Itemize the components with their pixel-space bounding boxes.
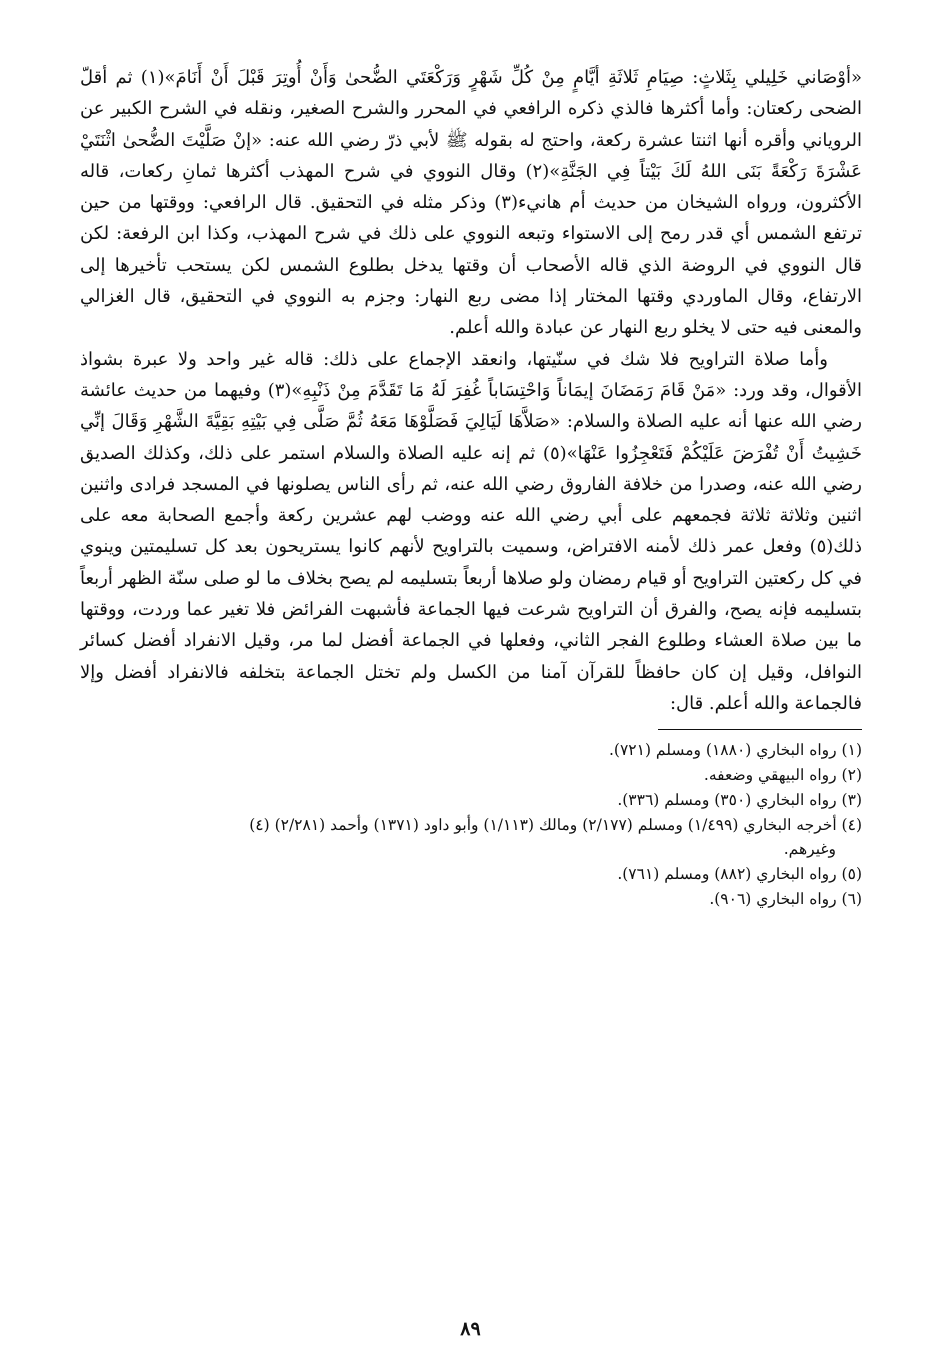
footnote-5: (٥) رواه البخاري (٨٨٢) ومسلم (٧٦١). xyxy=(617,865,862,884)
paragraph-duha: «أوْصَاني خَلِيلي بِثَلاثٍ: صِيَامِ ثَلاثَةِ أيَّامٍ مِنْ كُلِّ شَهْرٍ وَرَكْعَتَي الضُّحىٰ وَأَنْ أُوتِرَ قَبْلَ أَنْ أَنَامَ»(١) ثم أقلّ الضحى ركعتان: وأما أكثرها فالذي ذكره الرافعي في المحرر والشرح الصغير، ونقله في الشرح الكبير عن الروياني وأقره أنها اثنتا عشرة ركعة، واحتج له بقوله ﷺ لأبي ذرّ رضي الله عنه: «إنْ صَلَّيْتَ الضُّحىٰ اثْنَتَيْ عَشْرَةَ رَكْعَةً بَنَى اللهُ لَكَ بَيْتاً فِي الجَنَّةِ»(٢) وقال النووي في شرح المهذب أكثرها ثمانِ ركعات، قاله الأكثرون، ورواه الشيخان من حديث أم هانيء(٣) وذكر مثله في التحقيق. قال الرافعي: ووقتها من حين ترتفع الشمس أي قدر رمح إلى الاستواء وتبعه النووي على ذلك في شرح المهذب، وكذا ابن الرفعة: لكن قال النووي في الروضة الذي قاله الأصحاب أن وقتها يدخل بطلوع الشمس لكن يستحب تأخيرها إلى الارتفاع، وقال الماوردي وقتها المختار إذا مضى ربع النهار: وجزم به النووي في التحقيق، قال الغزالي والمعنى فيه حتى لا يخلو ربع النهار عن عبادة والله أعلم. xyxy=(80,67,863,339)
footnote-2: (٢) رواه البيهقي وضعفه. xyxy=(703,766,862,785)
footnotes xyxy=(80,738,862,912)
paragraph-tarawih: وأما صلاة التراويح فلا شك في سنّيتها، وانعقد الإجماع على ذلك: قاله غير واحد ولا عبرة بشواذ الأقوال، وقد ورد: «مَنْ قَامَ رَمَضَانَ إيمَاناً وَاحْتِسَاباً غُفِرَ لَهُ مَا تَقَدَّمَ مِنْ ذَنْبِهِ»(٣) وفيهما من حديث عائشة رضي الله عنها أنه عليه الصلاة والسلام: «صَلاَّهَا لَيَالِيَ فَصَلَّوْهَا مَعَهُ ثُمَّ صَلَّى فِي بَيْتِهِ بَقِيَّةَ الشَّهْرِ وَقَالَ إنِّي خَشِيتُ أَنْ تُفْرَضَ عَلَيْكُمْ فَتَعْجِزُوا عَنْهَا»(٥) ثم إنه عليه الصلاة والسلام استمر على ذلك، وكذلك الصديق رضي الله عنه، وصدرا من خلافة الفاروق رضي الله عنه، ثم رأى الناس يصلونها في المسجد فرادى واثنين اثنين وثلاثة ثلاثة فجمعهم على أبي رضي الله عنه ووضب لهم عشرين ركعة وأجمع الصحابة معه على ذلك(٥) وفعل عمر ذلك لأمنه الافتراض، وسميت بالتراويح لأنهم كانوا يستريحون بعد كل تسليمتين وينوي في كل ركعتين التراويح أو قيام رمضان ولو صلاها أربعاً بتسليمه لم يصح بخلاف ما لو صلى سنّة الظهر أربعاً بتسليمه فإنه يصح، والفرق أن التراويح شرعت فيها الجماعة فأشبهت الفرائض فلا تغير عما وردت، ووقتها ما بين صلاة العشاء وطلوع الفجر الثاني، وفعلها في الجماعة أفضل لما مر، وقيل الانفراد أفضل كسائر النوافل، وقيل إن كان حافظاً للقرآن آمنا من الكسل ولم تختل الجماعة بتخلفه فالانفراد أفضل وإلا فالجماعة والله أعلم. قال: xyxy=(80,348,862,714)
page-number: ٨٩ xyxy=(460,1318,481,1340)
footnote-6: (٦) رواه البخاري (٩٠٦). xyxy=(709,890,862,909)
main-text xyxy=(80,62,862,719)
page-content xyxy=(80,62,862,912)
footnote-divider xyxy=(658,729,862,730)
footnote-4-continuation: وغيرهم. xyxy=(783,840,836,859)
footnote-3: (٣) رواه البخاري (٣٥٠) ومسلم (٣٣٦). xyxy=(617,790,862,809)
footnote-1: (١) رواه البخاري (١٨٨٠) ومسلم (٧٢١). xyxy=(608,741,862,760)
footnote-4: (٤) أخرجه البخاري (١/٤٩٩) ومسلم (٢/١٧٧) ومالك (١/١١٣) وأبو داود (١٣٧١) وأحمد (٢/٢٨١) (٤) xyxy=(249,815,862,834)
